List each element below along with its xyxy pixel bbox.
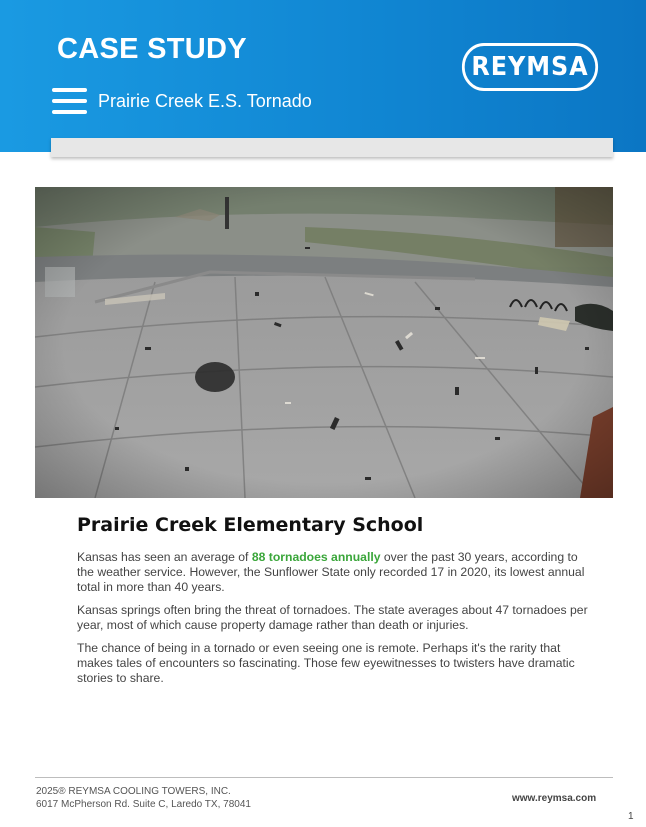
page-subtitle: Prairie Creek E.S. Tornado [98, 91, 312, 111]
paragraph-1 [77, 550, 597, 595]
article-body [77, 514, 597, 694]
footer-company-info [36, 785, 251, 811]
header-banner [0, 0, 646, 152]
paragraph-2: Kansas springs often bring the threat of tornadoes. The state averages about 47 tornadoes per year, most of which cause property damage rather than death or injuries. [77, 603, 588, 632]
paragraph-1-end: over the past 30 years, according to the weather service. However, the Sunflower State only recorded 17 in 2020, its lowest annual total in more than 40 years. [77, 550, 585, 594]
header-divider-bar [51, 138, 613, 157]
reymsa-logo: REYMSA [462, 43, 598, 91]
page-number: 1 [628, 811, 634, 822]
footer-copyright: 2025® REYMSA COOLING TOWERS, INC. [36, 786, 231, 797]
footer-address: 6017 McPherson Rd. Suite C, Laredo TX, 78041 [36, 799, 251, 810]
paragraph-1-start: Kansas has seen an average of [77, 550, 252, 564]
footer-divider [35, 777, 613, 778]
page-title: CASE STUDY [57, 33, 247, 65]
section-heading: Prairie Creek Elementary School [77, 514, 424, 536]
tornado-security-camera-photo [35, 187, 613, 498]
paragraph-3: The chance of being in a tornado or even seeing one is remote. Perhaps it's the rarity that makes tales of encounters so fascinating. Those few eyewitnesses to twisters have dramatic stories to share. [77, 641, 575, 685]
highlighted-statistic: 88 tornadoes annually [251, 550, 381, 564]
hamburger-menu-icon[interactable] [52, 88, 87, 116]
footer-website-link[interactable]: www.reymsa.com [512, 793, 597, 804]
